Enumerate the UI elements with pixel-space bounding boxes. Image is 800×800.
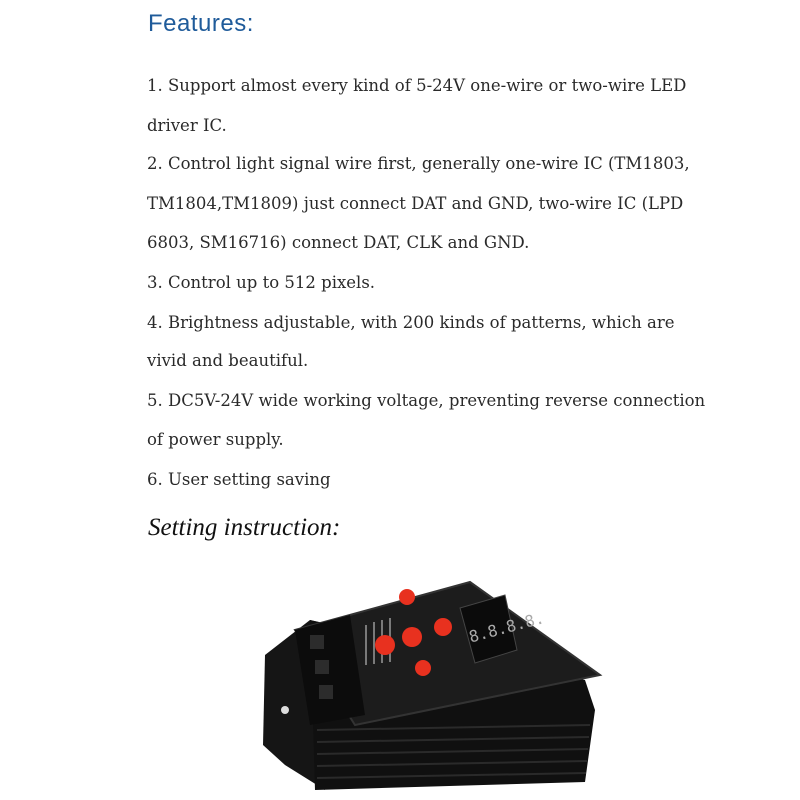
red-button-center xyxy=(402,627,422,647)
features-title: Features: xyxy=(148,10,254,37)
red-button-left xyxy=(375,635,395,655)
feature-line-6: 3. Control up to 512 pixels. xyxy=(147,273,376,292)
feature-line-9: 5. DC5V-24V wide working voltage, preventing reverse connection xyxy=(147,391,706,410)
feature-line-2: driver IC. xyxy=(147,116,227,135)
feature-line-11: 6. User setting saving xyxy=(147,470,331,489)
feature-line-7: 4. Brightness adjustable, with 200 kinds of patterns, which are xyxy=(147,313,675,332)
feature-line-3: 2. Control light signal wire first, generally one-wire IC (TM1803, xyxy=(147,154,690,173)
display-digits: 8.8.8.8. xyxy=(466,608,547,647)
red-button-bottom xyxy=(415,660,431,676)
feature-line-10: of power supply. xyxy=(147,430,284,449)
feature-line-8: vivid and beautiful. xyxy=(147,351,309,370)
red-button-top xyxy=(399,589,415,605)
screw-hole xyxy=(281,706,289,714)
red-button-right xyxy=(434,618,452,636)
feature-line-4: TM1804,TM1809) just connect DAT and GND, two-wire IC (LPD xyxy=(147,194,684,213)
feature-line-1: 1. Support almost every kind of 5-24V one-wire or two-wire LED xyxy=(147,76,687,95)
feature-line-5: 6803, SM16716) connect DAT, CLK and GND. xyxy=(147,233,530,252)
setting-title: Setting instruction: xyxy=(148,514,341,541)
led-controller-image xyxy=(255,560,625,800)
